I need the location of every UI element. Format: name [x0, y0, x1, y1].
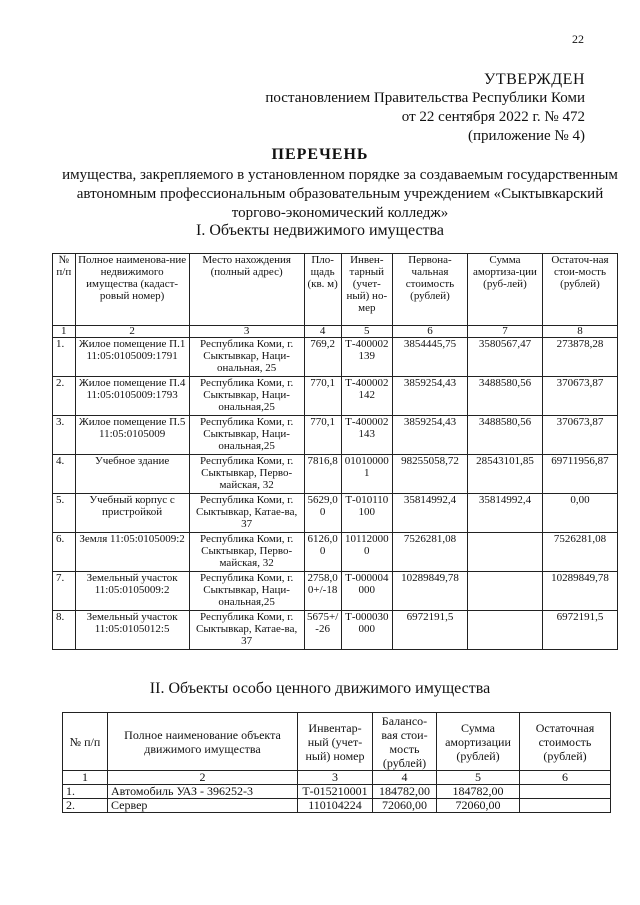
table-row [53, 338, 618, 377]
table-row [53, 416, 618, 455]
table-row [53, 572, 618, 611]
inventory-number: Т-400002143 [341, 416, 392, 455]
column-number: 3 [298, 771, 373, 785]
movable-property-rows [63, 785, 611, 813]
object-name: Земля 11:05:0105009:2 [75, 533, 189, 572]
residual-cost [520, 785, 611, 799]
table-row [63, 799, 611, 813]
object-name: Автомобиль УАЗ - 396252-3 [108, 785, 298, 799]
object-area: 7816,8 [304, 455, 341, 494]
column-number: 1 [63, 771, 108, 785]
real-estate-table [52, 253, 618, 650]
section2-title: II. Объекты особо ценного движимого имущества [149, 680, 491, 697]
row-number: 3. [53, 416, 76, 455]
row-number: 5. [53, 494, 76, 533]
inventory-number: Т-015210001 [298, 785, 373, 799]
object-address: Республика Коми, г. Сыктывкар, Катае-ва, 37 [189, 611, 304, 650]
residual-cost: 370673,87 [542, 416, 617, 455]
object-address: Республика Коми, г. Сыктывкар, Наци-ональная,25 [189, 572, 304, 611]
real-estate-rows [53, 338, 618, 650]
approval-line-3: (приложение № 4) [467, 128, 585, 144]
object-name: Учебное здание [75, 455, 189, 494]
row-number: 7. [53, 572, 76, 611]
approval-line-2: от 22 сентября 2022 г. № 472 [401, 109, 585, 125]
balance-cost: 72060,00 [373, 799, 437, 813]
amortization: 3488580,56 [467, 377, 542, 416]
inventory-number: Т-010110100 [341, 494, 392, 533]
row-number: 6. [53, 533, 76, 572]
header-cell: Место нахождения (полный адрес) [189, 254, 304, 326]
object-address: Республика Коми, г. Сыктывкар, Катае-ва, 37 [189, 494, 304, 533]
amortization: 35814992,4 [467, 494, 542, 533]
initial-cost: 10289849,78 [392, 572, 467, 611]
object-name: Учебный корпус с пристройкой [75, 494, 189, 533]
column-number: 5 [437, 771, 520, 785]
amortization: 72060,00 [437, 799, 520, 813]
header-cell: № п/п [53, 254, 76, 326]
initial-cost: 3854445,75 [392, 338, 467, 377]
row-number: 2. [53, 377, 76, 416]
inventory-number: Т-400002142 [341, 377, 392, 416]
column-number: 7 [467, 326, 542, 338]
header-cell: Полное наименова-ние недвижимого имущества (кадаст-ровый номер) [75, 254, 189, 326]
object-area: 770,1 [304, 377, 341, 416]
object-address: Республика Коми, г. Сыктывкар, Перво-майская, 32 [189, 455, 304, 494]
column-number: 2 [108, 771, 298, 785]
object-area: 5675+/-26 [304, 611, 341, 650]
header-cell: Остаточ-ная стои-мость (рублей) [542, 254, 617, 326]
header-cell: Остаточная стоимость (рублей) [520, 713, 611, 771]
object-address: Республика Коми, г. Сыктывкар, Наци-ональная, 25 [189, 338, 304, 377]
initial-cost: 98255058,72 [392, 455, 467, 494]
initial-cost: 7526281,08 [392, 533, 467, 572]
object-name: Жилое помещение П.1 11:05:0105009:1791 [75, 338, 189, 377]
table-row [53, 533, 618, 572]
row-number: 8. [53, 611, 76, 650]
table-header-row [63, 713, 611, 771]
amortization [467, 533, 542, 572]
header-cell: Первона-чальная стоимость (рублей) [392, 254, 467, 326]
column-number: 2 [75, 326, 189, 338]
residual-cost: 273878,28 [542, 338, 617, 377]
inventory-number: Т-400002139 [341, 338, 392, 377]
object-address: Республика Коми, г. Сыктывкар, Перво-майская, 32 [189, 533, 304, 572]
row-number: 1. [63, 785, 108, 799]
column-number: 1 [53, 326, 76, 338]
object-address: Республика Коми, г. Сыктывкар, Наци-ональная,25 [189, 416, 304, 455]
row-number: 1. [53, 338, 76, 377]
column-number-row [63, 771, 611, 785]
row-number: 2. [63, 799, 108, 813]
amortization: 3580567,47 [467, 338, 542, 377]
column-number: 6 [392, 326, 467, 338]
header-cell: Полное наименование объекта движимого имущества [108, 713, 298, 771]
column-number: 3 [189, 326, 304, 338]
column-number: 6 [520, 771, 611, 785]
inventory-number: 010100001 [341, 455, 392, 494]
inventory-number: 110104224 [298, 799, 373, 813]
initial-cost: 6972191,5 [392, 611, 467, 650]
object-area: 770,1 [304, 416, 341, 455]
approval-line-1: постановлением Правительства Республики Коми [265, 90, 585, 106]
row-number: 4. [53, 455, 76, 494]
object-name: Жилое помещение П.5 11:05:0105009 [75, 416, 189, 455]
initial-cost: 3859254,43 [392, 377, 467, 416]
residual-cost: 6972191,5 [542, 611, 617, 650]
table-row [53, 611, 618, 650]
residual-cost: 370673,87 [542, 377, 617, 416]
table-row [53, 494, 618, 533]
column-number: 4 [373, 771, 437, 785]
section1-title: I. Объекты недвижимого имущества [196, 222, 444, 239]
column-number: 8 [542, 326, 617, 338]
balance-cost: 184782,00 [373, 785, 437, 799]
residual-cost: 7526281,08 [542, 533, 617, 572]
page-number: 22 [572, 32, 584, 46]
object-name: Земельный участок 11:05:0105012:5 [75, 611, 189, 650]
amortization [467, 572, 542, 611]
table-row [63, 785, 611, 799]
inventory-number: 101120000 [341, 533, 392, 572]
residual-cost [520, 799, 611, 813]
table-row [53, 455, 618, 494]
document-title: ПЕРЕЧЕНЬ [271, 146, 369, 163]
residual-cost: 10289849,78 [542, 572, 617, 611]
column-number: 4 [304, 326, 341, 338]
document-subtitle: имущества, закрепляемого в установленном порядке за создаваемым государственным автономным профессиональным образовательным учреждением «Сыктывкарский торгово-экономический колледж» [62, 167, 618, 221]
object-area: 2758,00+/-18 [304, 572, 341, 611]
object-area: 5629,00 [304, 494, 341, 533]
residual-cost: 0,00 [542, 494, 617, 533]
object-area: 769,2 [304, 338, 341, 377]
movable-property-table [62, 712, 611, 813]
header-cell: Сумма амортизации (рублей) [437, 713, 520, 771]
object-name: Сервер [108, 799, 298, 813]
amortization: 28543101,85 [467, 455, 542, 494]
initial-cost: 3859254,43 [392, 416, 467, 455]
header-cell: Сумма амортиза-ции (руб-лей) [467, 254, 542, 326]
header-cell: Пло-щадь (кв. м) [304, 254, 341, 326]
header-cell: № п/п [63, 713, 108, 771]
table-row [53, 377, 618, 416]
object-address: Республика Коми, г. Сыктывкар, Наци-ональная,25 [189, 377, 304, 416]
amortization: 3488580,56 [467, 416, 542, 455]
amortization [467, 611, 542, 650]
residual-cost: 69711956,87 [542, 455, 617, 494]
approval-heading: УТВЕРЖДЕН [484, 71, 585, 88]
inventory-number: Т-000030000 [341, 611, 392, 650]
initial-cost: 35814992,4 [392, 494, 467, 533]
header-cell: Инвентар-ный (учет-ный) номер [298, 713, 373, 771]
amortization: 184782,00 [437, 785, 520, 799]
approval-block [265, 70, 585, 146]
header-cell: Инвен-тарный (учет-ный) но-мер [341, 254, 392, 326]
table-header-row [53, 254, 618, 326]
column-number: 5 [341, 326, 392, 338]
object-name: Земельный участок 11:05:0105009:2 [75, 572, 189, 611]
inventory-number: Т-000004000 [341, 572, 392, 611]
object-name: Жилое помещение П.4 11:05:0105009:1793 [75, 377, 189, 416]
header-cell: Балансо-вая стои-мость (рублей) [373, 713, 437, 771]
column-number-row [53, 326, 618, 338]
object-area: 6126,00 [304, 533, 341, 572]
